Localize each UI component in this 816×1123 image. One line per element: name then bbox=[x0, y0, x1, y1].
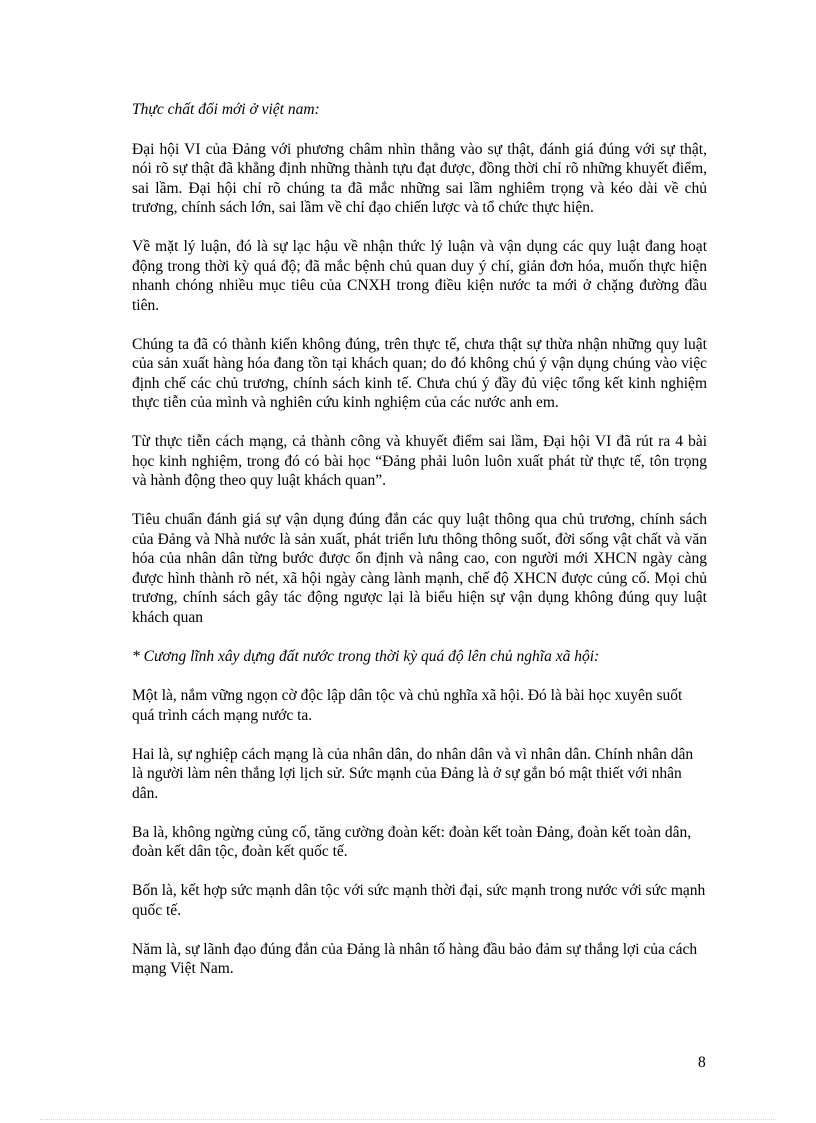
page-bottom-divider bbox=[40, 1119, 776, 1120]
paragraph: Đại hội VI của Đảng với phương châm nhìn thẳng vào sự thật, đánh giá đúng với sự thật, nói rõ sự thật đã khẳng định những thành tựu đạt được, đồng thời chỉ rõ những khuyết điểm, sai lầm. Đại hội chỉ rõ chúng ta đã mắc những sai lầm nghiêm trọng và kéo dài về chủ trương, chính sách lớn, sai lầm về chỉ đạo chiến lược và tổ chức thực hiện. bbox=[132, 140, 707, 216]
lesson-item: Năm là, sự lãnh đạo đúng đắn của Đảng là nhân tố hàng đầu bảo đảm sự thắng lợi của cách mạng Việt Nam. bbox=[132, 940, 698, 977]
lesson-item: Ba là, không ngừng củng cố, tăng cường đoàn kết: đoàn kết toàn Đảng, đoàn kết toàn dân, đoàn kết dân tộc, đoàn kết quốc tế. bbox=[132, 823, 692, 860]
paragraph: Tiêu chuẩn đánh giá sự vận dụng đúng đắn các quy luật thông qua chủ trương, chính sách của Đảng và Nhà nước là sản xuất, phát triển lưu thông thông suốt, đời sống vật chất và văn hóa của nhân dân từng bước được ổn định và nâng cao, con người mới XHCN ngày càng được hình thành rõ nét, xã hội ngày càng lành mạnh, chế độ XHCN được củng cố. Mọi chủ trương, chính sách gây tác động ngược lại là biểu hiện sự vận dụng không đúng quy luật khách quan bbox=[132, 511, 707, 626]
page-number: 8 bbox=[698, 1054, 706, 1071]
paragraph: Chúng ta đã có thành kiến không đúng, trên thực tế, chưa thật sự thừa nhận những quy luật của sản xuất hàng hóa đang tồn tại khách quan; do đó không chú ý vận dụng chúng vào việc định chế các chủ trương, chính sách kinh tế. Chưa chú ý đầy đủ việc tổng kết kinh nghiệm thực tiễn của mình và nghiên cứu kinh nghiệm của các nước anh em. bbox=[132, 335, 707, 411]
lesson-item: Một là, nắm vững ngọn cờ độc lập dân tộc và chủ nghĩa xã hội. Đó là bài học xuyên suốt quá trình cách mạng nước ta. bbox=[132, 687, 683, 724]
section-heading-platform: * Cương lĩnh xây dựng đất nước trong thời kỳ quá độ lên chủ nghĩa xã hội: bbox=[132, 647, 600, 665]
paragraph: Về mặt lý luận, đó là sự lạc hậu về nhận thức lý luận và vận dụng các quy luật đang hoạt động trong thời kỳ quá độ; đã mắc bệnh chủ quan duy ý chí, giản đơn hóa, muốn thực hiện nhanh chóng nhiều mục tiêu của CNXH trong điều kiện nước ta mới ở chặng đường đầu tiên. bbox=[132, 238, 707, 314]
document-body bbox=[132, 100, 707, 998]
paragraph: Từ thực tiễn cách mạng, cả thành công và khuyết điểm sai lầm, Đại hội VI đã rút ra 4 bài học kinh nghiệm, trong đó có bài học “Đảng phải luôn luôn xuất phát từ thực tế, tôn trọng và hành động theo quy luật khách quan”. bbox=[132, 433, 707, 489]
section-heading-reform: Thực chất đổi mới ở việt nam: bbox=[132, 101, 320, 118]
lesson-item: Bốn là, kết hợp sức mạnh dân tộc với sức mạnh thời đại, sức mạnh trong nước với sức mạnh quốc tế. bbox=[132, 882, 706, 919]
lesson-item: Hai là, sự nghiệp cách mạng là của nhân dân, do nhân dân và vì nhân dân. Chính nhân dân là người làm nên thắng lợi lịch sử. Sức mạnh của Đảng là ở sự gắn bó mật thiết với nhân dân. bbox=[132, 745, 694, 802]
